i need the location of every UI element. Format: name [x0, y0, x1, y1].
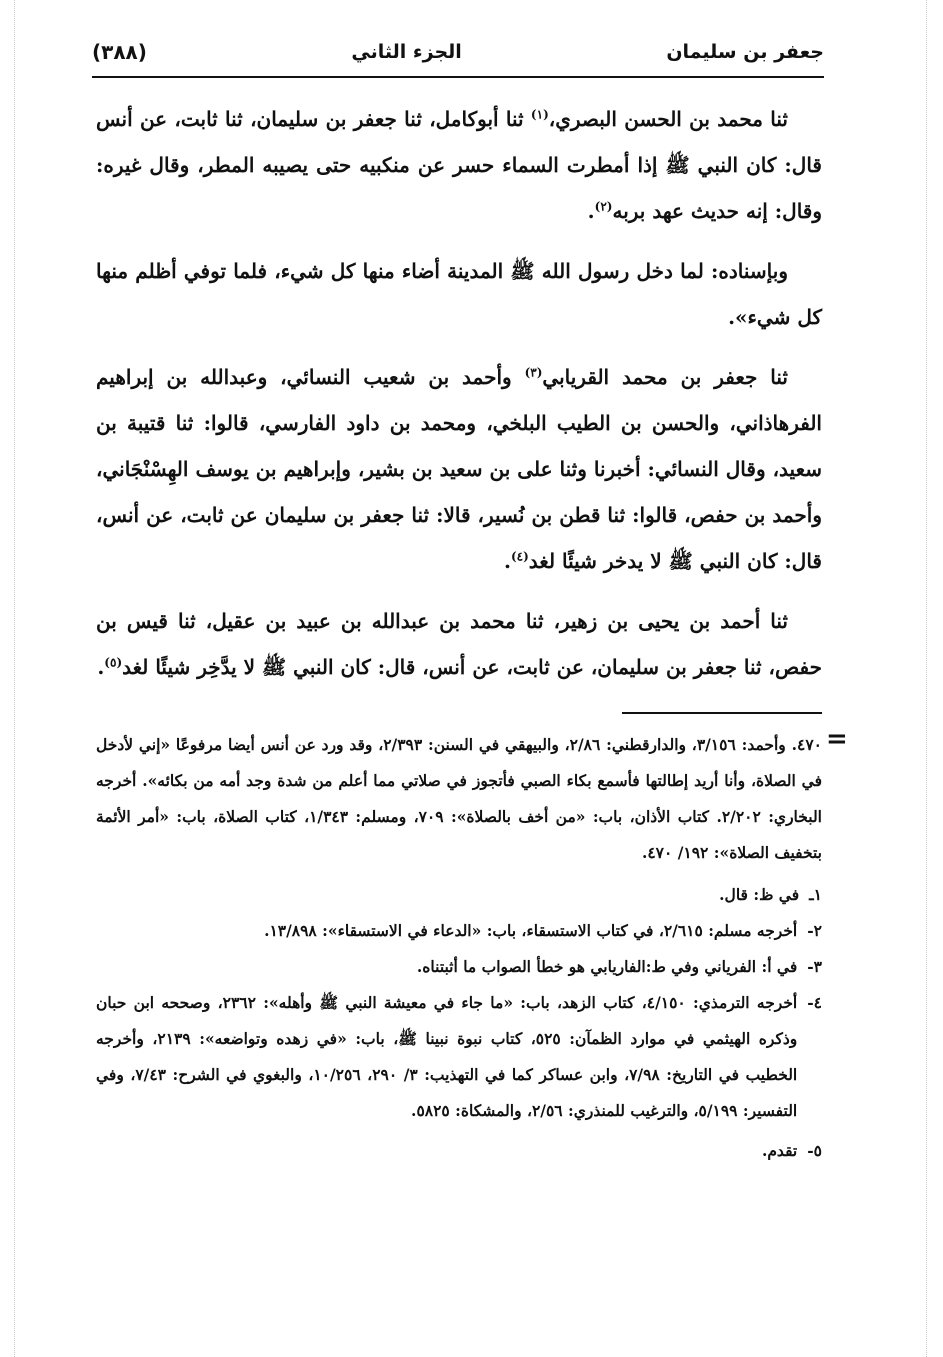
- footnote-5: [96, 1133, 822, 1169]
- footnote-ref-4: (٤): [510, 549, 529, 564]
- footnote-text: أخرجه مسلم: ٢/٦١٥، في كتاب الاستسقاء، باب: «الدعاء في الاستسقاء»: ١٣/٨٩٨.: [264, 921, 798, 940]
- footnote-number: ١ـ: [809, 885, 822, 904]
- page-number: (٣٨٨): [92, 40, 147, 64]
- footnote-separator: [622, 712, 822, 714]
- main-paragraph-1: ثنا محمد بن الحسن البصري،$^{(١)}$ ثنا أبوكامل، ثنا جعفر بن سليمان، ثنا ثابت، عن أنس قال: كان النبي ﷺ إذا أمطرت السماء حسر عن منكبيه حتى يصيبه المطر، وقال غيره: وقال: إنه حديث عهد بربه$^{(٢)}$.: [96, 107, 822, 223]
- footnote-continuation: ٤٧٠. وأحمد: ٣/١٥٦، والدارقطني: ٢/٨٦، والبيهقي في السنن: ٢/٣٩٣، وقد ورد عن أنس أيضا مرفوعًا «إني لأدخل في الصلاة، وأنا أريد إطالتها فأسمع بكاء الصبي فأتجوز في صلاتي مما أعلم من شدة وجد أمه من بكائه». أخرجه البخاري: ٢/٢٠٢. كتاب الأذان، باب: «من أخف بالصلاة»: ٧٠٩، ومسلم: ١/٣٤٣، كتاب الصلاة، باب: «أمر الأئمة بتخفيف الصلاة»: ١٩٢/ ٤٧٠.: [96, 735, 822, 862]
- footnote-4: [96, 985, 822, 1129]
- main-paragraph-2: وبإسناده: لما دخل رسول الله ﷺ المدينة أضاء منها كل شيء، فلما توفي أظلم منها كل شيء».: [96, 259, 822, 329]
- right-margin-guide: [926, 0, 927, 1357]
- main-paragraph-3: ثنا جعفر بن محمد القريابي$^{(٣)}$ وأحمد بن شعيب النسائي، وعبدالله بن إبراهيم الفرهاذاني، والحسن بن الطيب البلخي، ومحمد بن داود الفارسي، قالوا: ثنا قتيبة بن سعيد، وقال النسائي: أخبرنا وثنا على بن سعيد بن بشير، وإبراهيم بن يوسف الهِسْنْجَاني، وأحمد بن حفص، قالوا: ثنا قطن بن نُسير، قالا: ثنا جعفر بن سليمان عن ثابت، عن أنس، قال: كان النبي ﷺ لا يدخر شيئًا لغد$^{(٤)}$.: [96, 365, 822, 573]
- header-part-title: الجزء الثاني: [351, 41, 462, 63]
- footnotes-section: [96, 727, 822, 1169]
- continuation-mark: =: [826, 724, 848, 754]
- footnote-number: ٤-: [807, 993, 822, 1012]
- footnote-ref-2: (٢): [594, 199, 613, 214]
- footnote-number: ٣-: [807, 957, 822, 976]
- footnote-ref-3: (٣): [524, 365, 543, 380]
- left-margin-guide: [14, 0, 15, 1357]
- footnote-text: أخرجه الترمذي: ٤/١٥٠، كتاب الزهد، باب: «ما جاء في معيشة النبي ﷺ وأهله»: ٢٣٦٢، وصححه ابن حبان وذكره الهيثمي في موارد الظمآن: ٥٢٥، كتاب نبوة نبينا ﷺ، باب: «في زهده وتواضعه»: ٢١٣٩، وأخرجه الخطيب في التاريخ: ٧/٩٨، وابن عساكر كما في التهذيب: ٣/ ٢٩٠، ١٠/٢٥٦، والبغوي في الشرح: ٧/٤٣، وفي التفسير: ٥/١٩٩، والترغيب للمنذري: ٢/٥٦، والمشكاة: ٥٨٢٥.: [96, 993, 798, 1120]
- footnote-text: في أ: الفرياني وفي ط:الفاريابي هو خطأ الصواب ما أثبتناه.: [416, 957, 798, 976]
- main-text-body: [96, 96, 822, 704]
- footnote-3: [96, 949, 822, 985]
- footnote-2: [96, 913, 822, 949]
- footnote-text: في ظ: قال.: [719, 885, 800, 904]
- footnote-number: ٥-: [807, 1141, 822, 1160]
- footnote-1: [96, 877, 822, 913]
- page-header: [92, 28, 824, 78]
- footnote-ref-5: (٥): [104, 655, 123, 670]
- footnote-text: تقدم.: [761, 1141, 798, 1160]
- header-subject: جعفر بن سليمان: [666, 41, 824, 63]
- footnote-number: ٢-: [807, 921, 822, 940]
- main-paragraph-4: ثنا أحمد بن يحيى بن زهير، ثنا محمد بن عبدالله بن عبيد بن عقيل، ثنا قيس بن حفص، ثنا جعفر بن سليمان، عن ثابت، عن أنس، قال: كان النبي ﷺ لا يدَّخِر شيئًا لغد$^{(٥)}$.: [96, 609, 822, 679]
- footnote-ref-1: (١): [530, 107, 549, 122]
